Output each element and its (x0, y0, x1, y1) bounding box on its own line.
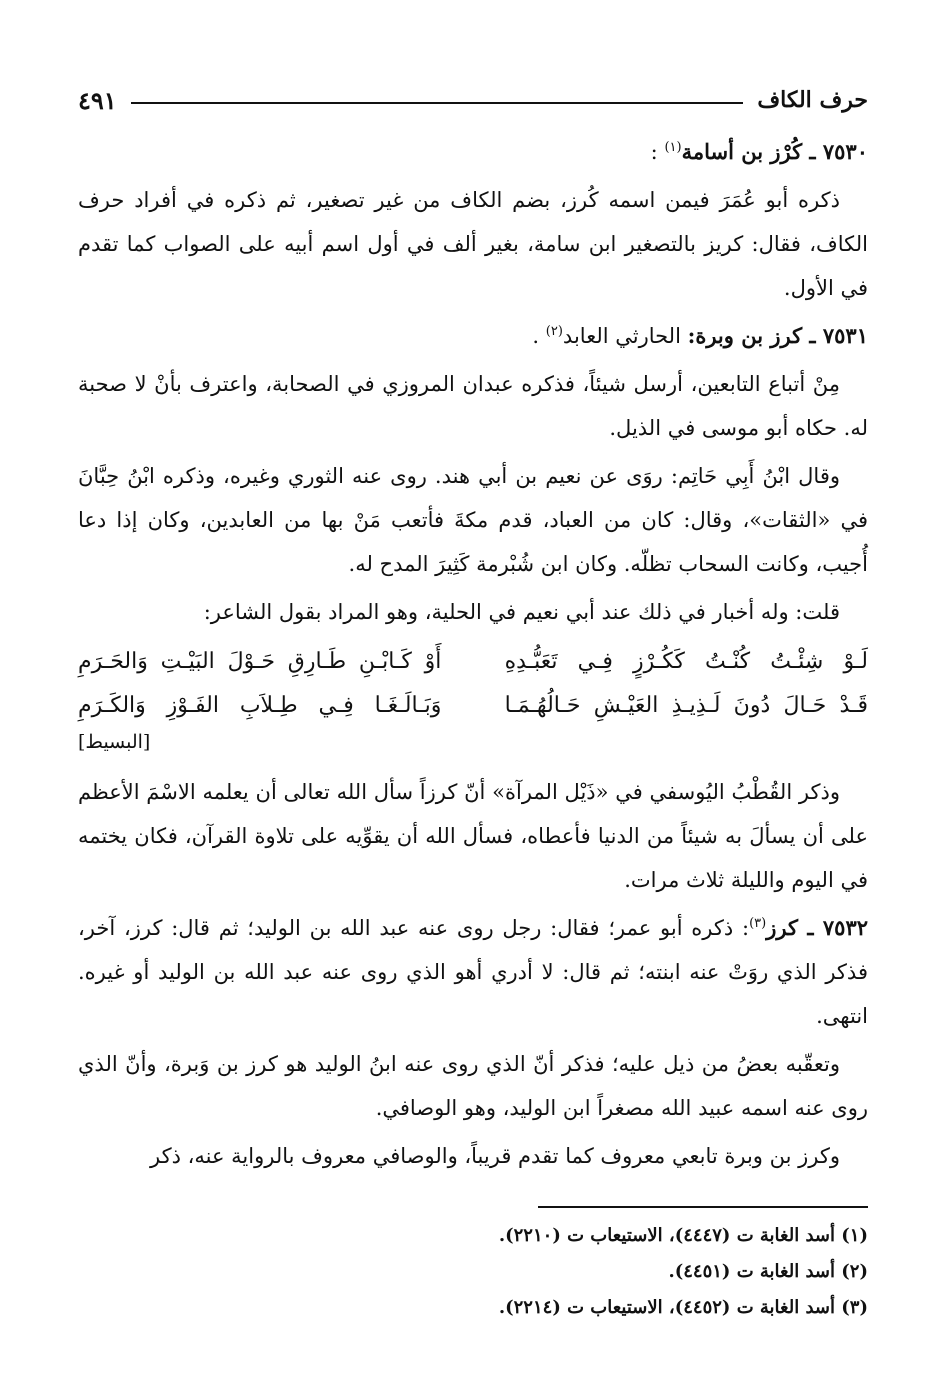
entry-title-suffix: . (532, 324, 540, 348)
entry-heading (78, 906, 868, 1038)
poem-verse (78, 640, 868, 684)
main-text (78, 130, 868, 1178)
footnote-rule (538, 1206, 868, 1208)
footnote: (٣) أسد الغابة ت (٤٤٥٢)، الاستيعاب ت (٢٢١٤). (498, 1296, 868, 1318)
entry-title: ٧٥٣٢ ـ كرز (766, 915, 869, 940)
paragraph: وذكر القُطْبُ اليُوسفي في «ذَيْل المرآة» أنّ كرزاً سأل الله تعالى أن يعلمه الاسْمَ الأعظم على أن يسألَ به شيئاً من الدنيا فأعطاه، فسأل الله أن يقوِّيه على تلاوة القرآن، فكان يختمه في اليوم والليلة ثلاث مرات. (78, 780, 868, 892)
footnote: (٢) أسد الغابة ت (٤٤٥١). (668, 1260, 868, 1282)
footnote-ref: (١) (664, 140, 682, 155)
entry-title: ٧٥٣٠ ـ كُرْز بن أسامة (681, 139, 868, 164)
paragraph: قلت: وله أخبار في ذلك عند أبي نعيم في الحلية، وهو المراد بقول الشاعر: (203, 600, 840, 624)
paragraph: وتعقّبه بعضُ من ذيل عليه؛ فذكر أنّ الذي روى عنه ابنُ الوليد هو كرز بن وَبرة، وأنّ الذي روى عنه اسمه عبيد الله مصغراً ابن الوليد، وهو الوصافي. (78, 1052, 868, 1120)
poem-meter: [البسيط] (78, 731, 151, 753)
entry-heading (78, 130, 868, 174)
poem-second-hemistich: أَوْ كَـابْـنِ طَـارِقِ حَـوْلَ البَيْـتِ وَالحَـرَمِ (78, 649, 442, 674)
poem-second-hemistich: وَبَـالَـغَـا فِـي طِـلاَبِ الفَـوْزِ وَالكَـرَمِ (78, 693, 442, 718)
paragraph: وقال ابْنُ أَبِي حَاتِم: روَى عن نعيم بن أبي هند. روى عنه الثوري وغيره، وذكره ابْنُ حِبَّانَ في «الثقات»، وقال: كان من العباد، قدم مكةَ فأتعب مَنْ بها من العابدين، وكان إذا دعا أُجيب، وكانت السحاب تظلّه. وكان ابن شُبْرمة كَثِيرَ المدح له. (78, 464, 868, 576)
poem (78, 640, 868, 728)
footnote-ref: (٣) (749, 916, 767, 931)
footnotes (78, 1218, 868, 1326)
section-title: حرف الكاف (757, 87, 868, 113)
poem-first-hemistich: لَـوْ شِئْـتُ كُنْـتُ كَكُـرْزٍ فِـي تَعَبُّـدِهِ (504, 649, 868, 674)
paragraph: ذكره أبو عُمَرَ فيمن اسمه كُرز، بضم الكاف من غير تصغير، ثم ذكره في أفراد حرف الكاف، فقال: كريز بالتصغير ابن سامة، بغير ألف في أول اسم أبيه على الصواب كما تقدم في الأول. (78, 188, 868, 300)
page (78, 80, 868, 1370)
entry-title-suffix: : (650, 140, 658, 164)
entry-title: ٧٥٣١ ـ كرز بن وبرة: (687, 323, 868, 348)
entry-title-rest: الحارثي العابد (562, 324, 688, 348)
header-rule (131, 102, 744, 104)
poem-first-hemistich: قَـدْ حَـالَ دُونَ لَـذِيـذِ العَيْـشِ حَـالُهُـمَـا (504, 693, 868, 718)
footnote-ref: (٢) (545, 324, 563, 339)
page-number: ٤٩١ (78, 85, 117, 115)
footnote: (١) أسد الغابة ت (٤٤٤٧)، الاستيعاب ت (٢٢١٠). (498, 1224, 868, 1246)
paragraph: مِنْ أتباع التابعين، أرسل شيئاً، فذكره عبدان المروزي في الصحابة، واعترف بأنْ لا صحبة له. حكاه أبو موسى في الذيل. (78, 372, 868, 440)
poem-verse (78, 684, 868, 728)
paragraph: وكرز بن وبرة تابعي معروف كما تقدم قريباً، والوصافي معروف بالرواية عنه، ذكر (149, 1144, 840, 1168)
page-header (78, 80, 868, 120)
entry-title-rest: : ذكره أبو عمر؛ فقال: رجل روى عنه عبد الله بن الوليد؛ ثم قال: كرز، آخر، فذكر الذي روَتْ عنه ابنته؛ ثم قال: لا أدري أهو الذي روى عنه عبد الله بن الوليد أو غيره. انتهى. (78, 916, 868, 1028)
entry-heading (78, 314, 868, 358)
